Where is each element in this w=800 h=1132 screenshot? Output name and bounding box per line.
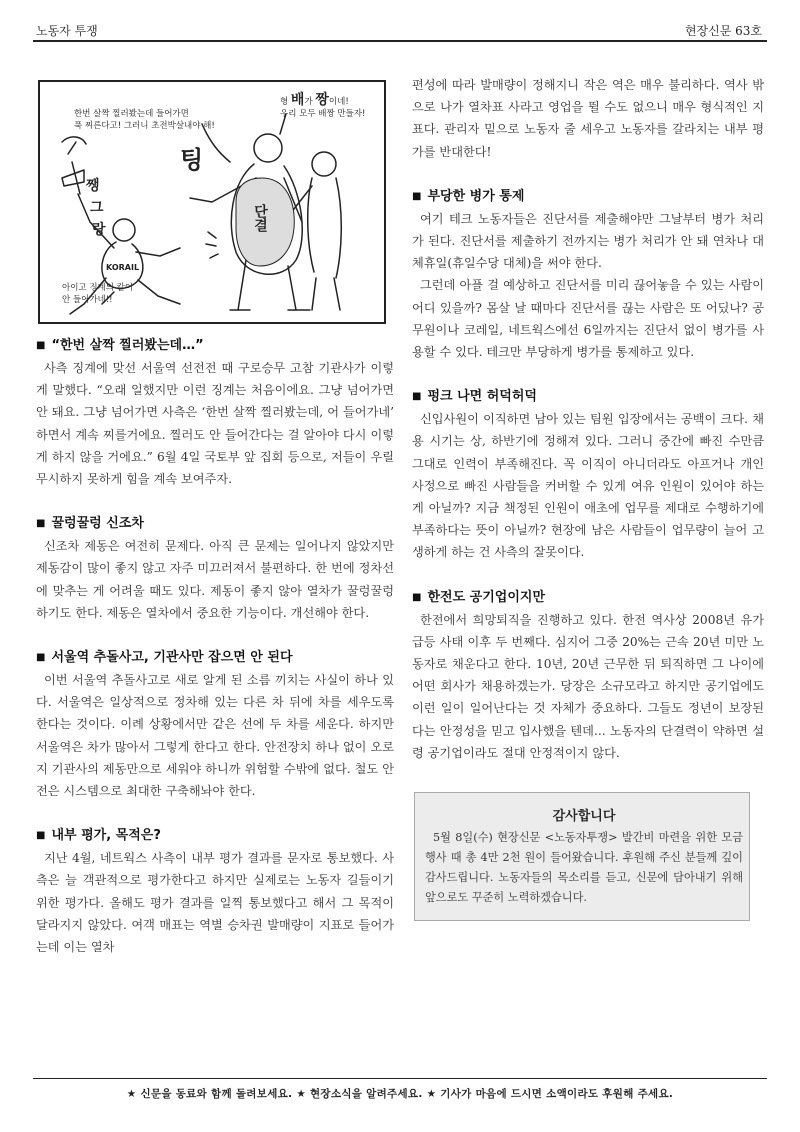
bubble2-bold-a: 배	[290, 92, 305, 108]
footer-rule	[33, 1078, 767, 1079]
footer-notice: ★ 신문을 동료와 함께 돌려보세요. ★ 현장소식을 알려주세요. ★ 기사가 마음에 드시면 소액이라도 후원해 주세요.	[126, 1088, 674, 1100]
sfx-rang: 랑	[92, 222, 106, 238]
article-body: 신조차 제동은 여전히 문제다. 아직 큰 문제는 일어나지 않았지만 제동감이 많이 좋지 않고 자주 미끄러져서 불편하다. 한 번에 정차선에 맞추는 게 어려울 때도 있다. 제동이 좋지 않아 열차가 꿀렁꿀렁하기도 한다. 제동은 열차에서 중요한 기능이다. 개선해야 한다.	[36, 539, 394, 620]
article-body: 지난 4월, 네트웍스 사측이 내부 평가 결과를 문자로 통보했다. 사측은 늘 객관적으로 평가한다고 하지만 실제로는 노동자 길들이기 위한 평가다. 올해도 평가 결과를 일찍 통보했다고 해서 그 목적이 달라지지 않았다. 여객 매표는 역별 승차권 발매량이 지표로 들어가는데 이는 열차	[36, 851, 394, 955]
article-body: 한전에서 희망퇴직을 진행하고 있다. 한전 역사상 2008년 유가 급등 사태 이후 두 번째다. 심지어 그중 20%는 근속 20년 미만 노동자로 채운다고 한다. 10년, 20년 근무한 뒤 퇴직하면 그 나이에 어떤 회사가 채용하겠는가. 당장은 소규모라고 하지만 공기업에도 이런 일이 일어난다는 것 자체가 중요하다. 그들도 정년이 보장된다는 안정성을 믿고 입사했을 텐데... 노동자의 단결력이 약하면 설령 공기업이라도 절대 안정적이지 않다.	[412, 612, 764, 760]
article-left-2	[36, 512, 394, 624]
speech-bubble-right	[280, 94, 365, 120]
article-body: 편성에 따라 발매량이 정해지니 작은 역은 매우 불리하다. 역사 밖으로 나가 열차표 사라고 영업을 뛸 수도 없으니 매우 형식적인 지표다. 관리자 밑으로 노동자 줄 세우고 노동자를 갈라치는 내부 평가를 반대한다!	[412, 78, 764, 159]
article-title: ■ 꿀렁꿀렁 신조차	[36, 516, 144, 532]
thanks-title: 감사합니다	[552, 809, 616, 825]
article-body-2: 그런데 아플 걸 예상하고 진단서를 미리 끊어놓을 수 있는 사람이 어디 있을까? 몸살 날 때마다 진단서를 끊는 사람은 또 어딨나? 공무원이나 코레일, 네트웍스에선 6일까지는 진단서 없이 병가를 사용할 수 있다. 테크만 부당하게 병가를 통제하고 있다.	[412, 278, 764, 360]
article-body: 이번 서울역 추돌사고로 새로 알게 된 소름 끼치는 사실이 하나 있다. 서울역은 일상적으로 정차해 있는 다른 차 뒤에 차를 세우도록 한다는 것이다. 이례 상황에서만 같은 선에 두 차를 세운다. 하지만 서울역은 차가 많아서 그렇게 한다고 한다. 안전장치 하나 없이 오로지 기관사의 제동만으로 세워야 하니까 위험할 수밖에 없다. 철도 안전은 시스템으로 최대한 구축해놔야 한다.	[36, 673, 394, 799]
header-publication: 노동자 투쟁	[36, 24, 98, 38]
cartoon-illustration	[38, 80, 386, 324]
speech-bubble-left: 한번 살짝 찔러봤는데 들어가면 푹 찌른다고! 그러니 초전박살내야 해!	[74, 109, 215, 131]
article-left-3	[36, 646, 394, 802]
belly-text: 단결	[252, 204, 268, 232]
article-body: 사측 징계에 맞선 서울역 선전전 때 구로승무 고참 기관사가 이렇게 말했다. “오래 일했지만 이런 징계는 처음이에요. 그냥 넘어가면 안 돼요. 그냥 넘어가면 사측은 ‘한번 살짝 찔러봤는데, 어 들어가네’ 하면서 계속 찌를거에요. 찔러도 안 들어간다는 걸 알아야 다시 이렇게 하지 않을 거에요.” 6월 4일 국토부 앞 집회 등으로, 저들이 우릴 무시하지 못하게 힘을 계속 보여주자.	[36, 361, 394, 487]
shirt-logo: KORAIL	[106, 263, 140, 272]
article-right-3	[412, 586, 764, 764]
article-title: ■ 펑크 나면 허덕허덕	[412, 389, 537, 405]
article-title: ■ 내부 평가, 목적은?	[36, 828, 161, 844]
header-issue: 현장신문 63호	[684, 24, 762, 38]
bubble2-bold-b: 짱	[315, 92, 329, 108]
bubble2-post: 이네! 우리 모두 배짱 만들자!	[280, 97, 366, 119]
thanks-body: 5월 8일(수) 현장신문 <노동자투쟁> 발간비 마련을 위한 모금행사 때 총 4만 2천 원이 들어왔습니다. 후원해 주신 분들께 깊이 감사드립니다. 노동자들의 목소리를 듣고, 신문에 담아내기 위해 앞으로도 꾸준히 노력하겠습니다.	[425, 831, 743, 905]
article-body: 여기 테크 노동자들은 진단서를 제출해야만 그날부터 병가 처리가 된다. 진단서를 제출하기 전까지는 병가 처리가 안 돼 연차나 대체휴일(휴일수당 대체)을 써야 한다.	[412, 211, 764, 271]
article-left-4	[36, 824, 394, 958]
article-title: ■ “한번 살짝 찔러봤는데…”	[36, 338, 204, 353]
article-right-1	[412, 185, 764, 363]
bubble2-mid: 가	[304, 97, 316, 107]
left-column	[36, 68, 394, 958]
sfx-geu: 그	[90, 200, 104, 216]
article-continuation	[412, 74, 764, 163]
article-title: ■ 서울역 추돌사고, 기관사만 잡으면 안 된다	[36, 650, 293, 666]
speech-bubble-bottom: 아이고 징계의 칼이 안 들어가네!!	[62, 283, 134, 305]
header-rule	[33, 40, 767, 42]
article-body: 신입사원이 이직하면 남아 있는 팀원 입장에서는 공백이 크다. 채용 시기는 상, 하반기에 정해져 있다. 그러니 중간에 빠진 수만큼 그대로 인력이 부족해진다. 꼭 이직이 아니더라도 아프거나 개인 사정으로 빠진 사람들을 커버할 수 있게 여유 인원이 있어야 하는 게 아닐까? 지금 책정된 인원이 애초에 업무를 제대로 수행하기에 부족하다는 뜻이 아닐까? 현장에 남은 사람들이 업무량이 늘어 고생하게 하는 건 사측의 잘못이다.	[412, 412, 764, 560]
article-title: ■ 한전도 공기업이지만	[412, 589, 546, 605]
article-title: ■ 부당한 병가 통제	[412, 188, 525, 204]
sfx-jjang: 쨍	[86, 178, 100, 194]
sfx-ting: 팅	[180, 146, 204, 174]
bubble2-pre: 형	[280, 97, 291, 107]
thanks-box	[414, 792, 750, 921]
right-column	[412, 74, 764, 921]
article-right-2	[412, 385, 764, 563]
article-left-1	[36, 334, 394, 490]
